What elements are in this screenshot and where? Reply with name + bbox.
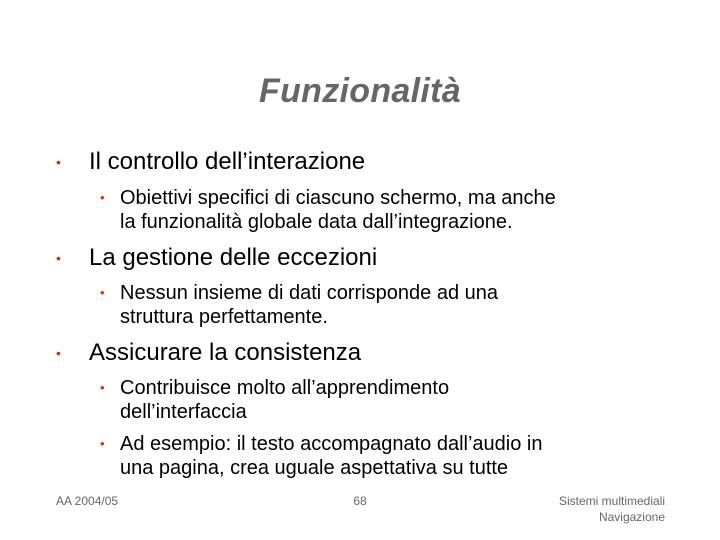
- footer-course-info: [559, 493, 665, 525]
- sub-bullet-line: struttura perfettamente.: [120, 306, 328, 328]
- sub-bullet-line: Contribuisce molto all’apprendimento: [120, 377, 450, 399]
- sub-bullet-line: Ad esempio: il testo accompagnato dall’audio in: [120, 433, 543, 455]
- sub-bullet-dot-icon: •: [100, 436, 105, 451]
- bullet-dot-icon: •: [56, 345, 61, 361]
- bullet-text: La gestione delle eccezioni: [89, 244, 378, 271]
- bullet-dot-icon: •: [56, 250, 61, 266]
- bullet-item: [56, 339, 361, 367]
- sub-bullet-dot-icon: •: [100, 380, 105, 395]
- sub-bullet-line: Nessun insieme di dati corrisponde ad una: [120, 282, 498, 304]
- footer-section-name: Navigazione: [598, 510, 665, 524]
- sub-bullet-dot-icon: •: [100, 285, 105, 300]
- footer-course-name: Sistemi multimediali: [558, 494, 665, 508]
- sub-bullet-item: [100, 186, 556, 234]
- bullet-item: [56, 244, 377, 272]
- bullet-item: [56, 148, 365, 176]
- bullet-text: Assicurare la consistenza: [89, 339, 362, 366]
- footer-course-year: AA 2004/05: [56, 494, 119, 508]
- sub-bullet-line: la funzionalità globale data dall’integrazione.: [120, 211, 513, 233]
- sub-bullet-item: [100, 376, 449, 424]
- sub-bullet-item: [100, 281, 498, 329]
- sub-bullet-line: una pagina, crea uguale aspettativa su tutte: [120, 457, 509, 479]
- bullet-dot-icon: •: [56, 154, 61, 170]
- sub-bullet-line: dell’interfaccia: [120, 401, 247, 423]
- footer-page-number: 68: [353, 494, 367, 508]
- sub-bullet-line: Obiettivi specifici di ciascuno schermo, ma anche: [120, 187, 556, 209]
- sub-bullet-item: [100, 432, 542, 480]
- sub-bullet-dot-icon: •: [100, 190, 105, 205]
- bullet-text: Il controllo dell’interazione: [89, 148, 366, 175]
- slide-title: Funzionalità: [259, 72, 461, 110]
